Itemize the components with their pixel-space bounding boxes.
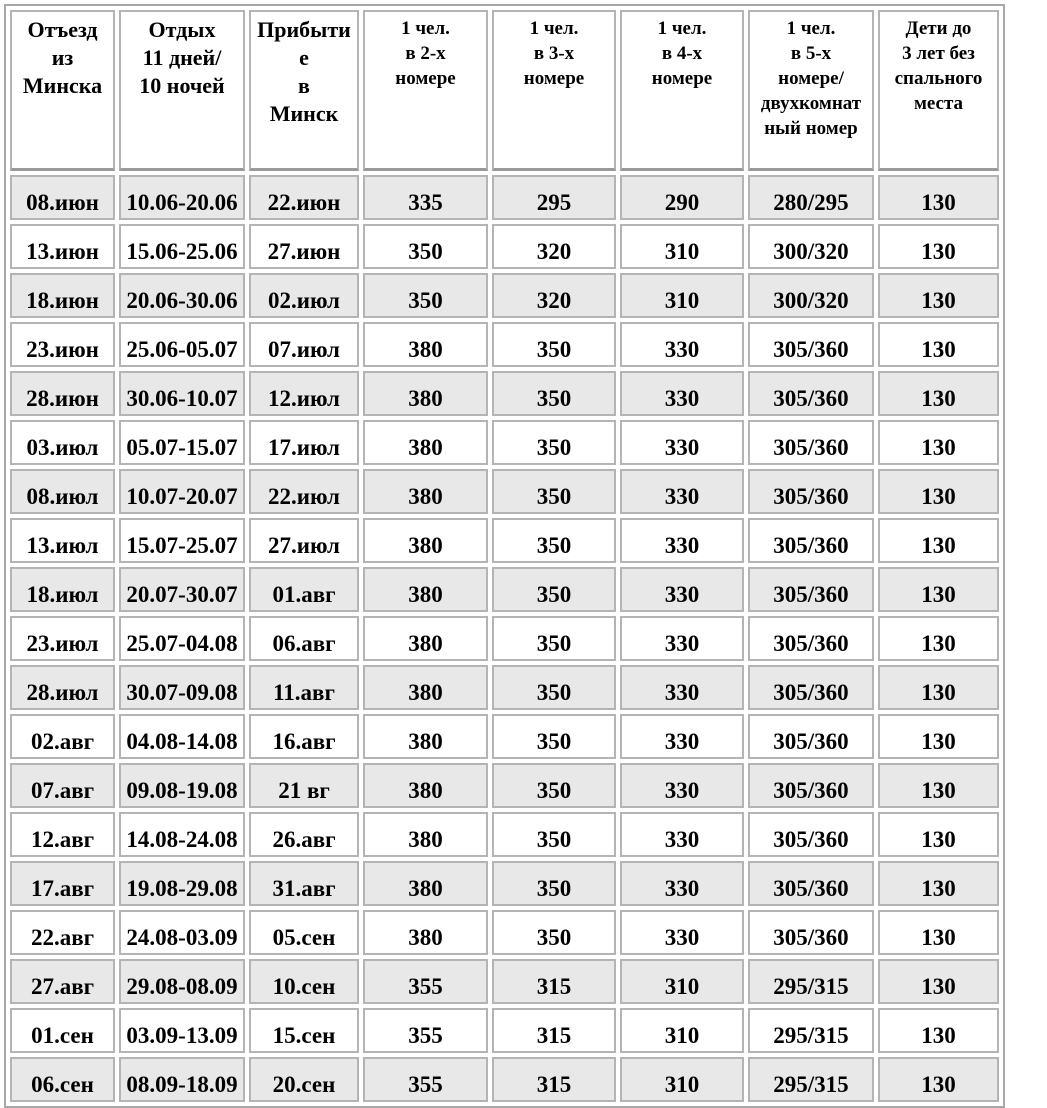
departure-date-cell: 23.июн — [10, 322, 115, 367]
price-quad-cell: 330 — [620, 665, 744, 710]
stay-period-cell: 25.07-04.08 — [119, 616, 245, 661]
table-row — [10, 273, 999, 318]
header-line: Минск — [269, 101, 339, 126]
arrival-date-cell: 17.июл — [249, 420, 359, 465]
price-double-cell: 380 — [363, 469, 488, 514]
departure-date-cell: 18.июл — [10, 567, 115, 612]
price-five-bed-cell: 295/315 — [748, 1008, 874, 1053]
departure-date-cell: 28.июн — [10, 371, 115, 416]
arrival-date-cell: 12.июл — [249, 371, 359, 416]
price-child-cell: 130 — [878, 959, 999, 1004]
departure-date-cell: 06.сен — [10, 1057, 115, 1102]
departure-date-cell: 08.июн — [10, 175, 115, 220]
price-triple-cell: 350 — [492, 322, 616, 367]
price-quad-cell: 330 — [620, 616, 744, 661]
price-double-cell: 350 — [363, 273, 488, 318]
price-triple-cell: 350 — [492, 469, 616, 514]
header-children-under-3 — [878, 10, 999, 171]
price-quad-cell: 330 — [620, 322, 744, 367]
price-quad-cell: 290 — [620, 175, 744, 220]
departure-date-cell: 02.авг — [10, 714, 115, 759]
table-row — [10, 322, 999, 367]
price-quad-cell: 310 — [620, 273, 744, 318]
arrival-date-cell: 16.авг — [249, 714, 359, 759]
price-child-cell: 130 — [878, 371, 999, 416]
price-triple-cell: 350 — [492, 567, 616, 612]
table-row — [10, 567, 999, 612]
price-five-bed-cell: 305/360 — [748, 714, 874, 759]
table-row — [10, 371, 999, 416]
stay-period-cell: 03.09-13.09 — [119, 1008, 245, 1053]
arrival-date-cell: 22.июл — [249, 469, 359, 514]
stay-period-cell: 08.09-18.09 — [119, 1057, 245, 1102]
price-quad-cell: 330 — [620, 861, 744, 906]
header-line: ный номер — [764, 118, 858, 139]
price-child-cell: 130 — [878, 420, 999, 465]
price-five-bed-cell: 305/360 — [748, 420, 874, 465]
table-row — [10, 714, 999, 759]
table-row — [10, 420, 999, 465]
arrival-date-cell: 05.сен — [249, 910, 359, 955]
table-row — [10, 665, 999, 710]
price-double-cell: 380 — [363, 420, 488, 465]
header-line: 10 ночей — [139, 73, 225, 98]
header-line: спального — [894, 68, 983, 89]
table-row — [10, 812, 999, 857]
arrival-date-cell: 01.авг — [249, 567, 359, 612]
header-line: 3 лет без — [902, 43, 975, 64]
departure-date-cell: 23.июл — [10, 616, 115, 661]
price-child-cell: 130 — [878, 665, 999, 710]
price-five-bed-cell: 300/320 — [748, 224, 874, 269]
price-quad-cell: 310 — [620, 959, 744, 1004]
price-quad-cell: 330 — [620, 714, 744, 759]
price-quad-cell: 330 — [620, 420, 744, 465]
price-quad-cell: 330 — [620, 910, 744, 955]
arrival-date-cell: 06.авг — [249, 616, 359, 661]
stay-period-cell: 10.07-20.07 — [119, 469, 245, 514]
price-five-bed-cell: 305/360 — [748, 322, 874, 367]
departure-date-cell: 22.авг — [10, 910, 115, 955]
header-line: в — [298, 73, 310, 98]
header-line: 11 дней/ — [142, 45, 222, 70]
price-double-cell: 355 — [363, 1057, 488, 1102]
header-line: 1 чел. — [401, 18, 450, 39]
price-double-cell: 350 — [363, 224, 488, 269]
price-child-cell: 130 — [878, 1057, 999, 1102]
table-row — [10, 959, 999, 1004]
header-line: 1 чел. — [657, 18, 707, 39]
header-line: Дети до — [905, 18, 972, 39]
table-row — [10, 175, 999, 220]
price-triple-cell: 350 — [492, 910, 616, 955]
price-five-bed-cell: 280/295 — [748, 175, 874, 220]
arrival-date-cell: 27.июн — [249, 224, 359, 269]
table-row — [10, 224, 999, 269]
price-child-cell: 130 — [878, 518, 999, 563]
stay-period-cell: 15.06-25.06 — [119, 224, 245, 269]
header-line: в 5-х — [790, 43, 832, 64]
price-double-cell: 380 — [363, 518, 488, 563]
price-five-bed-cell: 305/360 — [748, 812, 874, 857]
price-triple-cell: 350 — [492, 714, 616, 759]
arrival-date-cell: 27.июл — [249, 518, 359, 563]
price-five-bed-cell: 305/360 — [748, 567, 874, 612]
price-child-cell: 130 — [878, 175, 999, 220]
price-quad-cell: 330 — [620, 567, 744, 612]
price-quad-cell: 330 — [620, 469, 744, 514]
price-double-cell: 380 — [363, 763, 488, 808]
arrival-date-cell: 10.сен — [249, 959, 359, 1004]
stay-period-cell: 05.07-15.07 — [119, 420, 245, 465]
price-five-bed-cell: 305/360 — [748, 665, 874, 710]
price-quad-cell: 330 — [620, 812, 744, 857]
price-double-cell: 335 — [363, 175, 488, 220]
table-row — [10, 910, 999, 955]
table-row — [10, 469, 999, 514]
price-triple-cell: 350 — [492, 518, 616, 563]
departure-date-cell: 03.июл — [10, 420, 115, 465]
header-price-triple-room — [492, 10, 616, 171]
price-quad-cell: 310 — [620, 1008, 744, 1053]
price-triple-cell: 350 — [492, 763, 616, 808]
header-line: двухкомнат — [760, 93, 862, 114]
departure-date-cell: 08.июл — [10, 469, 115, 514]
price-double-cell: 380 — [363, 322, 488, 367]
price-double-cell: 380 — [363, 567, 488, 612]
header-line: 1 чел. — [529, 18, 579, 39]
departure-date-cell: 13.июл — [10, 518, 115, 563]
price-five-bed-cell: 305/360 — [748, 910, 874, 955]
price-five-bed-cell: 305/360 — [748, 518, 874, 563]
price-child-cell: 130 — [878, 812, 999, 857]
price-double-cell: 380 — [363, 812, 488, 857]
price-quad-cell: 330 — [620, 371, 744, 416]
tour-price-table — [4, 4, 1005, 1108]
stay-period-cell: 14.08-24.08 — [119, 812, 245, 857]
stay-period-cell: 20.06-30.06 — [119, 273, 245, 318]
price-double-cell: 380 — [363, 714, 488, 759]
stay-period-cell: 29.08-08.09 — [119, 959, 245, 1004]
price-five-bed-cell: 295/315 — [748, 1057, 874, 1102]
departure-date-cell: 27.авг — [10, 959, 115, 1004]
header-line: Минска — [22, 73, 103, 98]
arrival-date-cell: 31.авг — [249, 861, 359, 906]
header-line: в 2-х — [405, 43, 446, 64]
arrival-date-cell: 22.июн — [249, 175, 359, 220]
price-child-cell: 130 — [878, 567, 999, 612]
arrival-date-cell: 15.сен — [249, 1008, 359, 1053]
header-line: Отъезд — [27, 17, 98, 42]
price-triple-cell: 315 — [492, 959, 616, 1004]
stay-period-cell: 30.06-10.07 — [119, 371, 245, 416]
header-line: из — [51, 45, 74, 70]
header-line: Отдых — [148, 17, 216, 42]
table-row — [10, 861, 999, 906]
arrival-date-cell: 26.авг — [249, 812, 359, 857]
price-five-bed-cell: 305/360 — [748, 469, 874, 514]
header-stay-period — [119, 10, 245, 171]
departure-date-cell: 12.авг — [10, 812, 115, 857]
price-child-cell: 130 — [878, 469, 999, 514]
stay-period-cell: 10.06-20.06 — [119, 175, 245, 220]
price-triple-cell: 350 — [492, 812, 616, 857]
price-triple-cell: 315 — [492, 1057, 616, 1102]
price-double-cell: 380 — [363, 665, 488, 710]
stay-period-cell: 25.06-05.07 — [119, 322, 245, 367]
price-child-cell: 130 — [878, 910, 999, 955]
price-double-cell: 355 — [363, 1008, 488, 1053]
stay-period-cell: 24.08-03.09 — [119, 910, 245, 955]
header-arrival-minsk — [249, 10, 359, 171]
price-triple-cell: 350 — [492, 665, 616, 710]
price-triple-cell: 350 — [492, 371, 616, 416]
departure-date-cell: 13.июн — [10, 224, 115, 269]
departure-date-cell: 28.июл — [10, 665, 115, 710]
price-triple-cell: 350 — [492, 861, 616, 906]
departure-date-cell: 18.июн — [10, 273, 115, 318]
price-five-bed-cell: 305/360 — [748, 371, 874, 416]
header-line: в 3-х — [533, 43, 575, 64]
price-triple-cell: 350 — [492, 616, 616, 661]
header-departure-minsk — [10, 10, 115, 171]
price-child-cell: 130 — [878, 861, 999, 906]
header-line: в 4-х — [661, 43, 703, 64]
stay-period-cell: 15.07-25.07 — [119, 518, 245, 563]
price-triple-cell: 320 — [492, 224, 616, 269]
table-header-row — [10, 10, 999, 171]
arrival-date-cell: 11.авг — [249, 665, 359, 710]
table-row — [10, 1057, 999, 1102]
stay-period-cell: 30.07-09.08 — [119, 665, 245, 710]
stay-period-cell: 04.08-14.08 — [119, 714, 245, 759]
price-quad-cell: 330 — [620, 763, 744, 808]
price-child-cell: 130 — [878, 224, 999, 269]
price-child-cell: 130 — [878, 714, 999, 759]
departure-date-cell: 01.сен — [10, 1008, 115, 1053]
price-child-cell: 130 — [878, 1008, 999, 1053]
departure-date-cell: 17.авг — [10, 861, 115, 906]
price-triple-cell: 320 — [492, 273, 616, 318]
price-child-cell: 130 — [878, 322, 999, 367]
price-child-cell: 130 — [878, 763, 999, 808]
price-quad-cell: 310 — [620, 1057, 744, 1102]
price-five-bed-cell: 300/320 — [748, 273, 874, 318]
price-five-bed-cell: 305/360 — [748, 861, 874, 906]
header-line: номере/ — [778, 68, 844, 89]
price-five-bed-cell: 305/360 — [748, 763, 874, 808]
price-double-cell: 380 — [363, 861, 488, 906]
header-line: места — [913, 93, 964, 114]
stay-period-cell: 09.08-19.08 — [119, 763, 245, 808]
price-double-cell: 380 — [363, 371, 488, 416]
header-line: номере — [523, 68, 585, 89]
table-row — [10, 1008, 999, 1053]
header-line: е — [299, 45, 309, 70]
price-double-cell: 380 — [363, 616, 488, 661]
arrival-date-cell: 21 вг — [249, 763, 359, 808]
header-line: 1 чел. — [786, 18, 836, 39]
price-triple-cell: 350 — [492, 420, 616, 465]
price-quad-cell: 310 — [620, 224, 744, 269]
header-line: номере — [395, 68, 456, 89]
table-row — [10, 616, 999, 661]
header-price-double-room — [363, 10, 488, 171]
price-child-cell: 130 — [878, 616, 999, 661]
stay-period-cell: 20.07-30.07 — [119, 567, 245, 612]
header-price-five-bed-room — [748, 10, 874, 171]
table-row — [10, 518, 999, 563]
arrival-date-cell: 20.сен — [249, 1057, 359, 1102]
price-quad-cell: 330 — [620, 518, 744, 563]
price-triple-cell: 295 — [492, 175, 616, 220]
price-double-cell: 355 — [363, 959, 488, 1004]
price-five-bed-cell: 305/360 — [748, 616, 874, 661]
price-child-cell: 130 — [878, 273, 999, 318]
header-line: номере — [651, 68, 713, 89]
price-triple-cell: 315 — [492, 1008, 616, 1053]
header-price-quad-room — [620, 10, 744, 171]
departure-date-cell: 07.авг — [10, 763, 115, 808]
price-five-bed-cell: 295/315 — [748, 959, 874, 1004]
arrival-date-cell: 02.июл — [249, 273, 359, 318]
arrival-date-cell: 07.июл — [249, 322, 359, 367]
price-double-cell: 380 — [363, 910, 488, 955]
header-line: Прибыти — [257, 17, 351, 42]
table-row — [10, 763, 999, 808]
stay-period-cell: 19.08-29.08 — [119, 861, 245, 906]
